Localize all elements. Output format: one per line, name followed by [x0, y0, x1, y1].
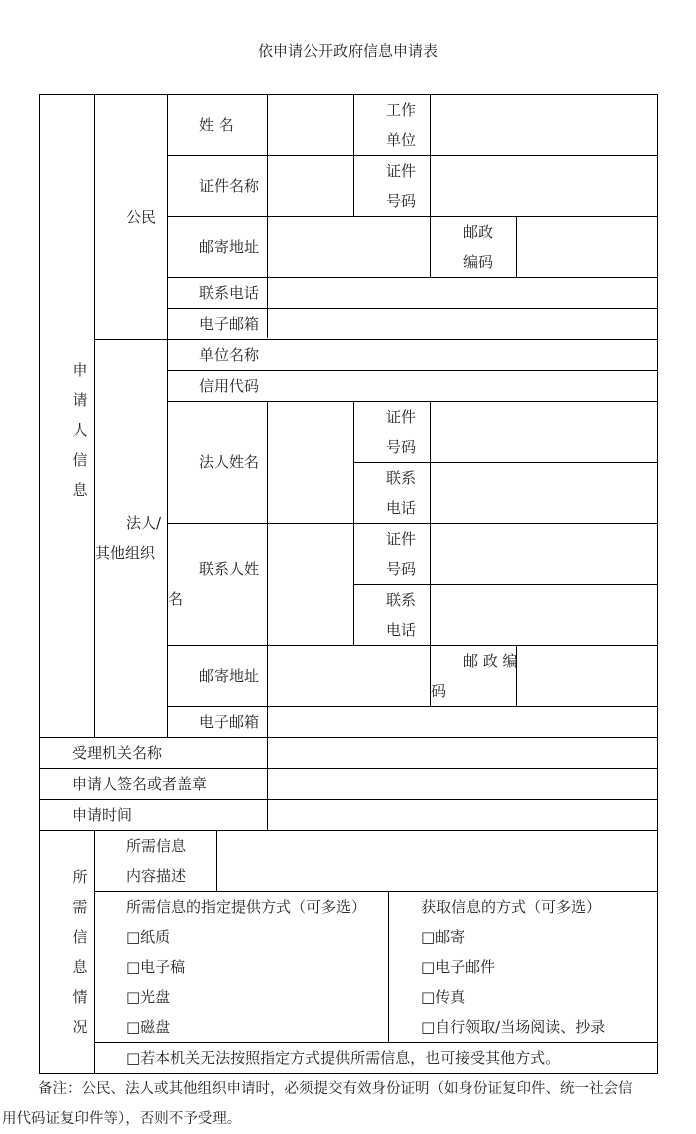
- obtain-option-self-pickup[interactable]: □自行领取/当场阅读、抄录: [421, 1018, 606, 1036]
- work-unit-label-1: 工作: [386, 101, 417, 119]
- fallback-option[interactable]: □若本机关无法按照指定方式提供所需信息，也可接受其他方式。: [126, 1049, 561, 1067]
- obtain-option-fax[interactable]: □传真: [421, 988, 466, 1006]
- provide-option-electronic[interactable]: □电子稿: [126, 958, 186, 976]
- contact-id-label-2: 号码: [386, 560, 417, 578]
- org-address-label: 邮寄地址: [199, 667, 260, 685]
- signature-label: 申请人签名或者盖章: [72, 775, 208, 793]
- form-title: 依申请公开政府信息申请表: [257, 42, 438, 60]
- id-no-label-2: 号码: [386, 192, 417, 210]
- org-postcode-label-1: 邮 政 编: [463, 652, 518, 670]
- phone-label: 联系电话: [199, 284, 260, 302]
- note-line-1: 备注：公民、法人或其他组织申请时，必须提交有效身份证明（如身份证复印件、统一社会信: [38, 1081, 633, 1097]
- obtain-option-email[interactable]: □电子邮件: [421, 958, 496, 976]
- postcode-label-1: 邮政: [463, 223, 494, 241]
- contact-label-1: 联系人姓: [199, 560, 260, 578]
- org-label-2: 其他组织: [95, 544, 156, 562]
- email-label: 电子邮箱: [199, 315, 260, 333]
- obtain-option-mail[interactable]: □邮寄: [421, 928, 466, 946]
- contact-phone-label-2: 电话: [386, 621, 417, 639]
- provide-option-paper[interactable]: □纸质: [126, 928, 171, 946]
- info-needed-label: 所需信息情况: [72, 868, 88, 1036]
- legal-phone-label-2: 电话: [386, 499, 417, 517]
- apply-time-label: 申请时间: [72, 806, 133, 824]
- contact-phone-label-1: 联系: [386, 591, 417, 609]
- citizen-label: 公民: [126, 208, 157, 226]
- applicant-info-label: 申请人信息: [72, 361, 88, 499]
- id-no-label-1: 证件: [386, 162, 417, 180]
- obtain-method-title: 获取信息的方式（可多选）: [421, 898, 602, 916]
- legal-phone-label-1: 联系: [386, 469, 417, 487]
- desc-label-2: 内容描述: [126, 867, 187, 885]
- address-label: 邮寄地址: [199, 238, 260, 256]
- id-type-label: 证件名称: [199, 177, 260, 195]
- contact-id-label-1: 证件: [386, 530, 417, 548]
- org-postcode-label-2: 码: [431, 682, 447, 700]
- org-email-label: 电子邮箱: [199, 713, 260, 731]
- work-unit-label-2: 单位: [386, 131, 417, 149]
- unit-name-label: 单位名称: [199, 346, 260, 364]
- note-line-2: 用代码证复印件等），否则不予受理。: [2, 1111, 242, 1127]
- agency-name-label: 受理机关名称: [72, 744, 163, 762]
- legal-id-label-1: 证件: [386, 408, 417, 426]
- org-label-1: 法人/: [126, 514, 162, 532]
- postcode-label-2: 编码: [463, 253, 494, 271]
- name-label: 姓 名: [199, 116, 234, 134]
- credit-code-label: 信用代码: [199, 377, 260, 395]
- legal-id-label-2: 号码: [386, 438, 417, 456]
- provide-option-cd[interactable]: □光盘: [126, 988, 171, 1006]
- desc-label-1: 所需信息: [126, 837, 187, 855]
- provide-option-disk[interactable]: □磁盘: [126, 1018, 171, 1036]
- contact-label-2: 名: [168, 590, 184, 608]
- provide-method-title: 所需信息的指定提供方式（可多选）: [126, 898, 367, 916]
- legal-rep-label: 法人姓名: [199, 453, 260, 471]
